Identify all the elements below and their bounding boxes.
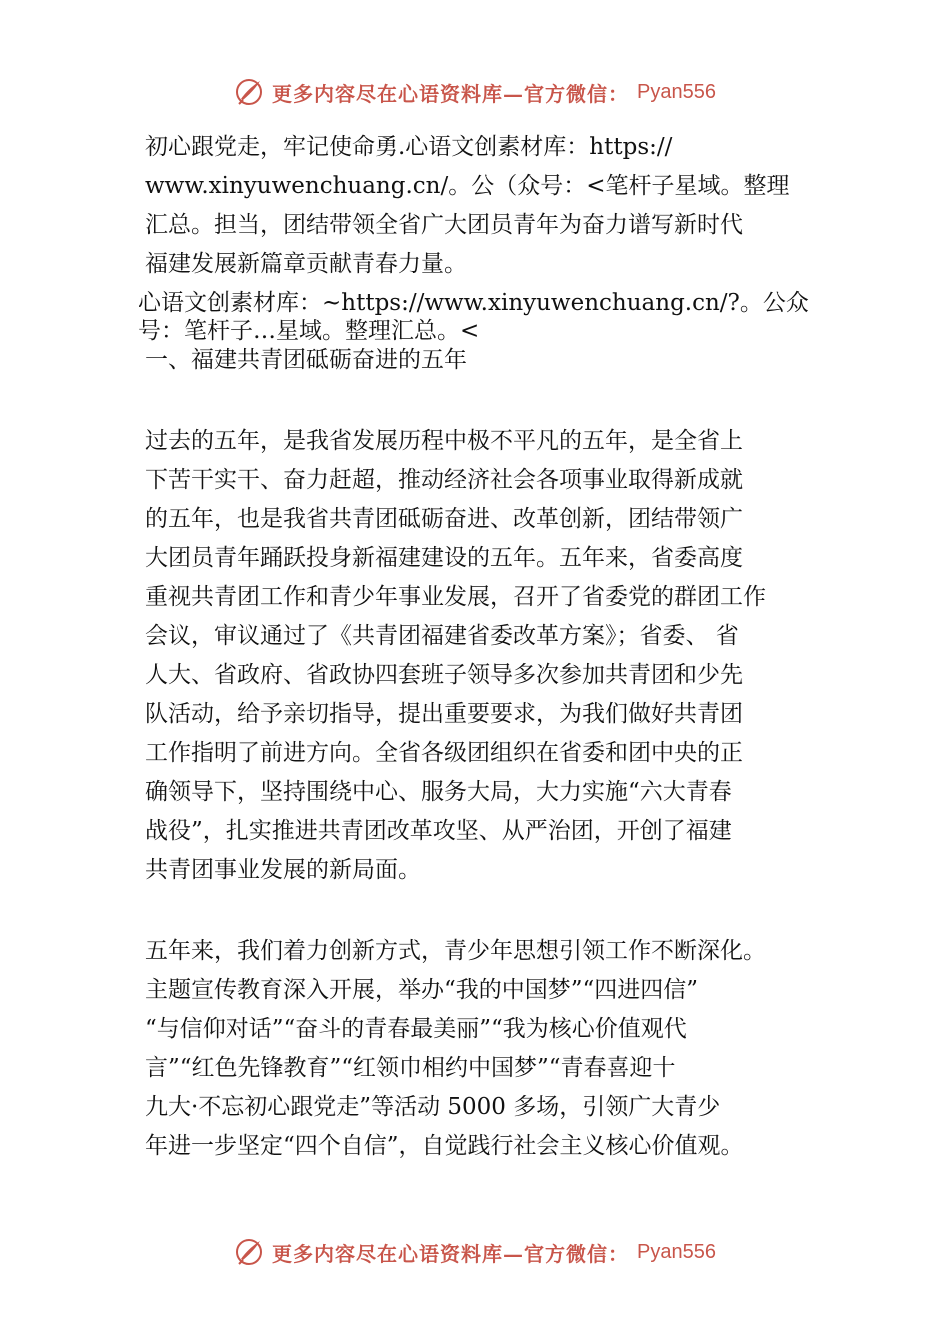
watermark-wechat-id: Pyan556 <box>637 1240 716 1263</box>
intro-line: 福建发展新篇章贡献青春力量。 <box>145 251 467 277</box>
paragraph-line: 年进一步坚定“四个自信”，自觉践行社会主义核心价值观。 <box>145 1133 744 1159</box>
paragraph-line: 工作指明了前进方向。全省各级团组织在省委和团中央的正 <box>145 740 743 766</box>
watermark-text: 更多内容尽在心语资料库—官方微信： <box>272 1241 630 1266</box>
watermark-wechat-id: Pyan556 <box>637 80 716 103</box>
paragraph-line: 主题宣传教育深入开展，举办“我的中国梦”“四进四信” <box>145 977 699 1003</box>
paragraph-line: 确领导下，坚持围绕中心、服务大局，大力实施“六大青春 <box>145 779 732 805</box>
source-line: 号：笔杆子…星域。整理汇总。< <box>138 318 480 344</box>
intro-line: www.xinyuwenchuang.cn/。公（众号：<笔杆子星域。整理 <box>145 173 790 199</box>
paragraph-line: 的五年，也是我省共青团砥砺奋进、改革创新，团结带领广 <box>145 506 743 532</box>
paragraph-line: 下苦干实干、奋力赶超，推动经济社会各项事业取得新成就 <box>145 467 743 493</box>
paragraph-line: “与信仰对话”“奋斗的青春最美丽”“我为核心价值观代 <box>145 1016 687 1042</box>
paragraph-line: 大团员青年踊跃投身新福建建设的五年。五年来，省委高度 <box>145 545 743 571</box>
paragraph-line: 人大、省政府、省政协四套班子领导多次参加共青团和少先 <box>145 662 743 688</box>
paragraph-line: 五年来，我们着力创新方式，青少年思想引领工作不断深化。 <box>145 938 766 964</box>
watermark-text: 更多内容尽在心语资料库—官方微信： <box>272 81 630 106</box>
section-heading: 一、福建共青团砥砺奋进的五年 <box>145 347 467 373</box>
paragraph-line: 会议，审议通过了《共青团福建省委改革方案》；省委、 省 <box>145 623 739 649</box>
paragraph-line: 重视共青团工作和青少年事业发展，召开了省委党的群团工作 <box>145 584 766 610</box>
paragraph-line: 队活动，给予亲切指导，提出重要要求，为我们做好共青团 <box>145 701 743 727</box>
quill-logo-icon <box>234 1237 264 1267</box>
header-watermark <box>0 72 950 112</box>
paragraph-line: 战役”，扎实推进共青团改革攻坚、从严治团，开创了福建 <box>145 818 732 844</box>
footer-watermark <box>0 1232 950 1272</box>
paragraph-line: 共青团事业发展的新局面。 <box>145 857 421 883</box>
quill-logo-icon <box>234 77 264 107</box>
paragraph-line: 过去的五年，是我省发展历程中极不平凡的五年，是全省上 <box>145 428 743 454</box>
paragraph-line: 言”“红色先锋教育”“红领巾相约中国梦”“青春喜迎十 <box>145 1055 676 1081</box>
paragraph-line: 九大·不忘初心跟党走”等活动 5000 多场，引领广大青少 <box>145 1094 721 1120</box>
intro-line: 初心跟党走，牢记使命勇.心语文创素材库：https:// <box>145 134 673 160</box>
intro-line: 汇总。担当，团结带领全省广大团员青年为奋力谱写新时代 <box>145 212 743 238</box>
source-line: 心语文创素材库：~https://www.xinyuwenchuang.cn/?。公众 <box>138 290 809 316</box>
